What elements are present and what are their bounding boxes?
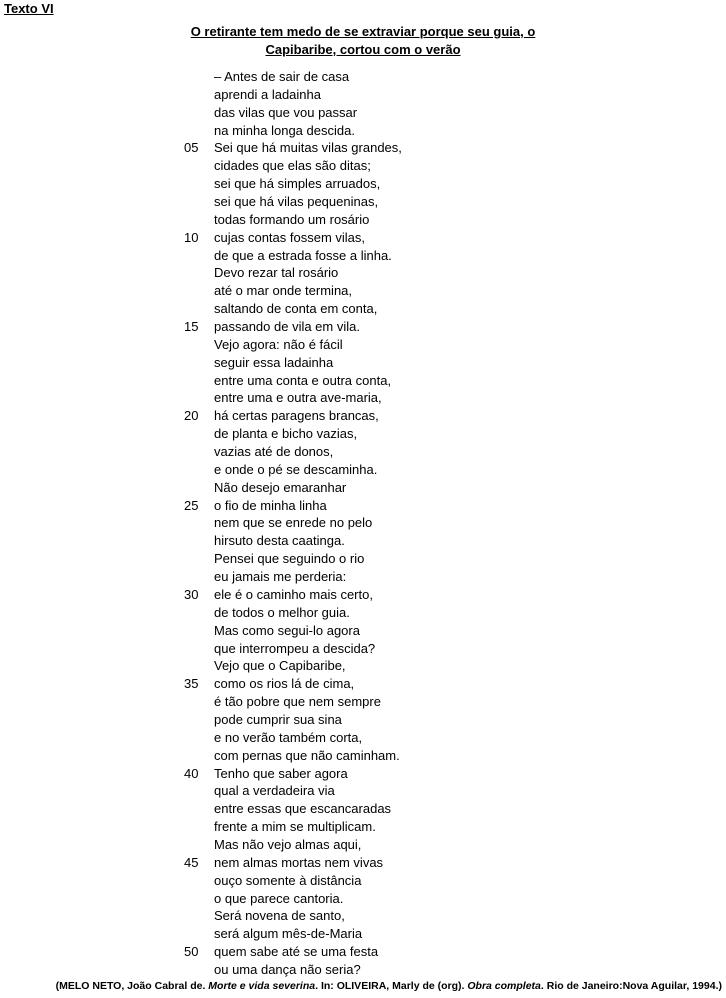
- poem-line-text: nem almas mortas nem vivas: [214, 854, 384, 870]
- poem-line-text: de planta e bicho vazias,: [214, 426, 358, 442]
- poem-line-text: aprendi a ladainha: [214, 86, 321, 102]
- poem-line-text: Não desejo emaranhar: [214, 479, 347, 495]
- poem-line-text: todas formando um rosário: [214, 211, 370, 227]
- poem-line-text: e no verão também corta,: [214, 729, 363, 745]
- poem-line-text: é tão pobre que nem sempre: [214, 694, 381, 710]
- poem-line-text: entre essas que escancaradas: [214, 801, 392, 817]
- poem-line-text: hirsuto desta caatinga.: [214, 533, 345, 549]
- poem-line-text: como os rios lá de cima,: [214, 676, 355, 692]
- poem-line-text: cujas contas fossem vilas,: [214, 229, 366, 245]
- poem-line-text: saltando de conta em conta,: [214, 301, 378, 317]
- poem-line-text: seguir essa ladainha: [214, 354, 334, 370]
- poem-line-text: – Antes de sair de casa: [214, 69, 350, 84]
- poem-line-text: entre uma conta e outra conta,: [214, 372, 392, 388]
- poem-line-text: Mas não vejo almas aqui,: [214, 836, 362, 852]
- citation: [0, 979, 722, 993]
- poem-line-text: Será novena de santo,: [214, 908, 345, 924]
- poem-line-text: Vejo que o Capibaribe,: [214, 658, 346, 674]
- line-number: 25: [184, 497, 199, 513]
- text-label: Texto VI: [4, 1, 54, 16]
- poem-line-text: Pensei que seguindo o rio: [214, 551, 365, 567]
- poem-line-text: qual a verdadeira via: [214, 783, 335, 799]
- poem-line-text: entre uma e outra ave-maria,: [214, 390, 382, 406]
- line-number: 10: [184, 229, 199, 245]
- poem-line-text: será algum mês-de-Maria: [214, 926, 363, 942]
- poem-line-text: ouço somente à distância: [214, 872, 362, 888]
- poem-line-text: eu jamais me perderia:: [214, 569, 347, 585]
- poem-line-text: de que a estrada fosse a linha.: [214, 247, 392, 263]
- line-number: 05: [184, 140, 199, 156]
- poem-line-text: de todos o melhor guia.: [214, 604, 350, 620]
- poem-line-text: Devo rezar tal rosário: [214, 265, 339, 281]
- line-number: 15: [184, 319, 199, 335]
- poem-title-line-2: Capibaribe, cortou com o verão: [265, 42, 461, 57]
- poem-line-text: das vilas que vou passar: [214, 104, 358, 120]
- poem-line-text: cidades que elas são ditas;: [214, 158, 371, 174]
- poem-line-text: Vejo agora: não é fácil: [214, 336, 343, 352]
- poem-line-text: ele é o caminho mais certo,: [214, 586, 373, 602]
- poem-line-text: até o mar onde termina,: [214, 283, 353, 299]
- poem-line-text: passando de vila em vila.: [214, 319, 360, 335]
- poem-line-text: sei que há simples arruados,: [214, 176, 381, 192]
- poem-line-text: Mas como segui-lo agora: [214, 622, 360, 638]
- line-number: 40: [184, 765, 199, 781]
- citation-part-1: (MELO NETO, João Cabral de.: [55, 980, 209, 992]
- poem-line-text: o fio de minha linha: [214, 497, 327, 513]
- citation-part-2: . In: OLIVEIRA, Marly de (org).: [315, 980, 468, 992]
- poem-line-text: nem que se enrede no pelo: [214, 515, 373, 531]
- poem-line-text: sei que há vilas pequeninas,: [214, 194, 379, 210]
- citation-part-3: . Rio de Janeiro:Nova Aguilar, 1994.): [540, 980, 722, 992]
- poem-line-text: com pernas que não caminham.: [214, 747, 400, 763]
- citation-work-title: Obra completa: [467, 980, 541, 992]
- line-number: 50: [184, 944, 199, 960]
- poem-line-text: Tenho que saber agora: [214, 765, 348, 781]
- line-number: 30: [184, 586, 199, 602]
- poem-title-line-1: O retirante tem medo de se extraviar porque seu guia, o: [190, 24, 536, 39]
- citation-book-title: Morte e vida severina: [208, 980, 316, 992]
- poem-line-text: o que parece cantoria.: [214, 890, 344, 906]
- poem-line-text: quem sabe até se uma festa: [214, 944, 379, 960]
- poem-line-text: frente a mim se multiplicam.: [214, 819, 376, 835]
- poem-line-text: que interrompeu a descida?: [214, 640, 376, 656]
- poem-line-text: vazias até de donos,: [214, 444, 334, 460]
- poem-line-text: pode cumprir sua sina: [214, 711, 342, 727]
- line-number: 20: [184, 408, 199, 424]
- poem-line-text: há certas paragens brancas,: [214, 408, 379, 424]
- line-number: 45: [184, 854, 199, 870]
- poem-line-text: na minha longa descida.: [214, 122, 355, 138]
- poem-line-text: Sei que há muitas vilas grandes,: [214, 140, 402, 156]
- poem-line-text: e onde o pé se descaminha.: [214, 461, 378, 477]
- line-number: 35: [184, 676, 199, 692]
- poem-line-text: ou uma dança não seria?: [214, 961, 361, 977]
